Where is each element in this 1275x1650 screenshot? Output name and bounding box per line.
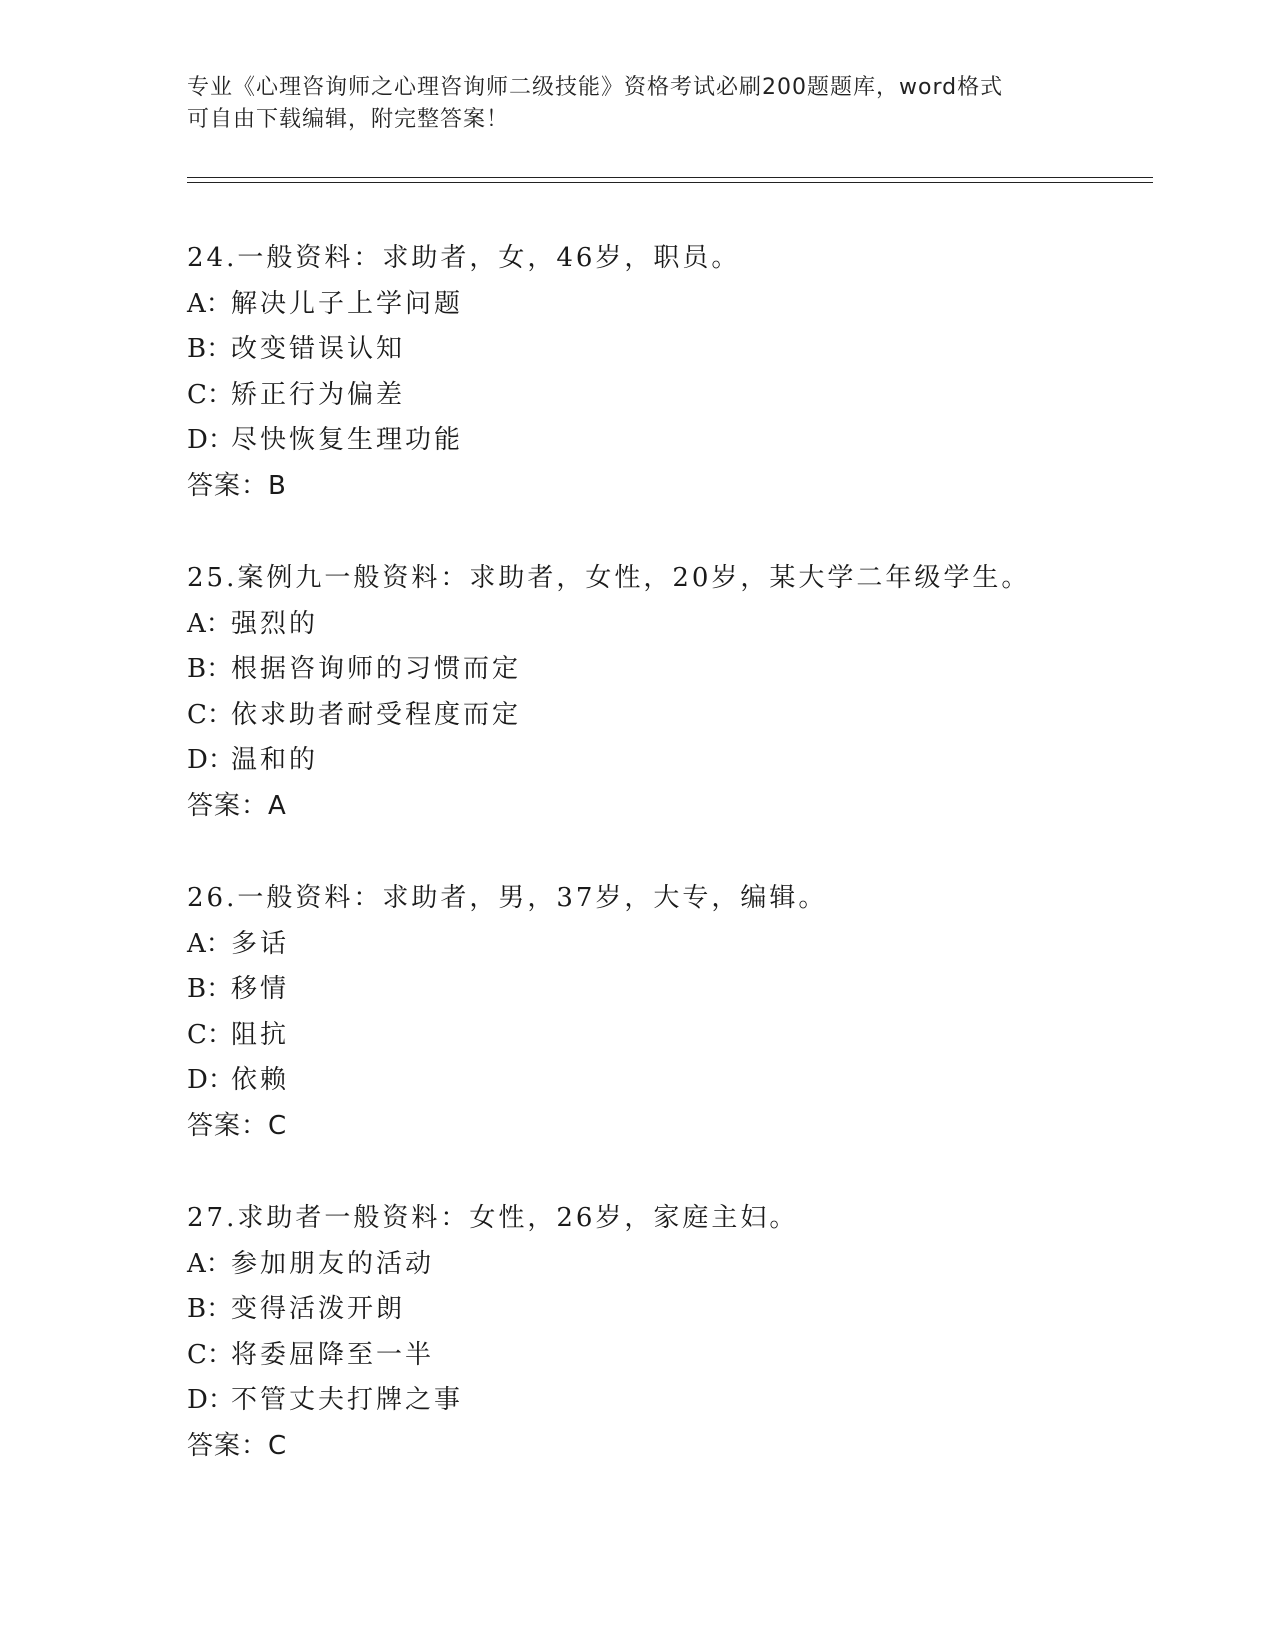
question-24 bbox=[187, 236, 1147, 556]
option-letter: C： bbox=[187, 1339, 233, 1370]
option-letter: A： bbox=[187, 928, 232, 959]
question-stem: 24.一般资料：求助者，女，46岁，职员。 bbox=[187, 243, 741, 273]
option-text: 矫正行为偏差 bbox=[231, 379, 406, 410]
header-divider-bottom bbox=[187, 182, 1153, 183]
option-text: 依赖 bbox=[231, 1065, 290, 1095]
option-d bbox=[187, 1378, 1147, 1424]
option-letter: A： bbox=[187, 608, 232, 639]
question-stem: 25.案例九一般资料：求助者，女性，20岁，某大学二年级学生。 bbox=[187, 563, 1031, 593]
answer-line: 答案：C bbox=[187, 1110, 288, 1141]
option-c bbox=[187, 1333, 1147, 1379]
option-d bbox=[187, 418, 1147, 464]
option-letter: C： bbox=[187, 699, 233, 730]
option-d bbox=[187, 1058, 1147, 1104]
option-letter: C： bbox=[187, 379, 233, 410]
option-text: 强烈的 bbox=[231, 608, 319, 639]
option-letter: D： bbox=[187, 425, 234, 455]
option-text: 参加朋友的活动 bbox=[231, 1248, 435, 1279]
option-text: 移情 bbox=[231, 974, 290, 1004]
option-text: 根据咨询师的习惯而定 bbox=[231, 654, 522, 684]
option-a bbox=[187, 282, 1147, 328]
answer-line: 答案：C bbox=[187, 1430, 288, 1461]
option-letter: B： bbox=[187, 974, 233, 1004]
option-text: 将委屈降至一半 bbox=[231, 1339, 435, 1370]
option-letter: C： bbox=[187, 1019, 233, 1050]
option-text: 改变错误认知 bbox=[231, 334, 406, 364]
option-b bbox=[187, 327, 1147, 373]
question-stem: 26.一般资料：求助者，男，37岁，大专，编辑。 bbox=[187, 883, 828, 913]
option-letter: A： bbox=[187, 288, 232, 319]
option-c bbox=[187, 373, 1147, 419]
option-text: 变得活泼开朗 bbox=[231, 1294, 406, 1324]
option-letter: D： bbox=[187, 1065, 234, 1095]
option-text: 多话 bbox=[231, 928, 290, 959]
option-c bbox=[187, 693, 1147, 739]
header-line-2: 可自由下载编辑，附完整答案！ bbox=[187, 107, 510, 132]
option-a bbox=[187, 602, 1147, 648]
question-stem: 27.求助者一般资料：女性，26岁，家庭主妇。 bbox=[187, 1203, 799, 1233]
option-text: 尽快恢复生理功能 bbox=[231, 425, 464, 455]
option-d bbox=[187, 738, 1147, 784]
option-letter: B： bbox=[187, 654, 233, 684]
option-text: 阻抗 bbox=[231, 1019, 290, 1050]
answer-line: 答案：B bbox=[187, 470, 287, 501]
option-letter: A： bbox=[187, 1248, 232, 1279]
option-c bbox=[187, 1013, 1147, 1059]
option-text: 依求助者耐受程度而定 bbox=[231, 699, 522, 730]
option-b bbox=[187, 1287, 1147, 1333]
option-letter: B： bbox=[187, 334, 233, 364]
option-a bbox=[187, 1242, 1147, 1288]
header-line-1: 专业《心理咨询师之心理咨询师二级技能》资格考试必刷200题题库，word格式 bbox=[187, 75, 1004, 100]
option-letter: D： bbox=[187, 745, 234, 775]
question-27 bbox=[187, 1196, 1147, 1516]
option-a bbox=[187, 922, 1147, 968]
question-25 bbox=[187, 556, 1147, 876]
question-list bbox=[187, 236, 1147, 1516]
option-text: 解决儿子上学问题 bbox=[231, 288, 464, 319]
option-letter: B： bbox=[187, 1294, 233, 1324]
document-header bbox=[187, 72, 1087, 136]
option-text: 温和的 bbox=[231, 745, 319, 775]
header-divider-top bbox=[187, 177, 1153, 178]
option-b bbox=[187, 647, 1147, 693]
question-26 bbox=[187, 876, 1147, 1196]
answer-line: 答案：A bbox=[187, 790, 287, 821]
option-b bbox=[187, 967, 1147, 1013]
option-letter: D： bbox=[187, 1385, 234, 1415]
option-text: 不管丈夫打牌之事 bbox=[231, 1385, 464, 1415]
